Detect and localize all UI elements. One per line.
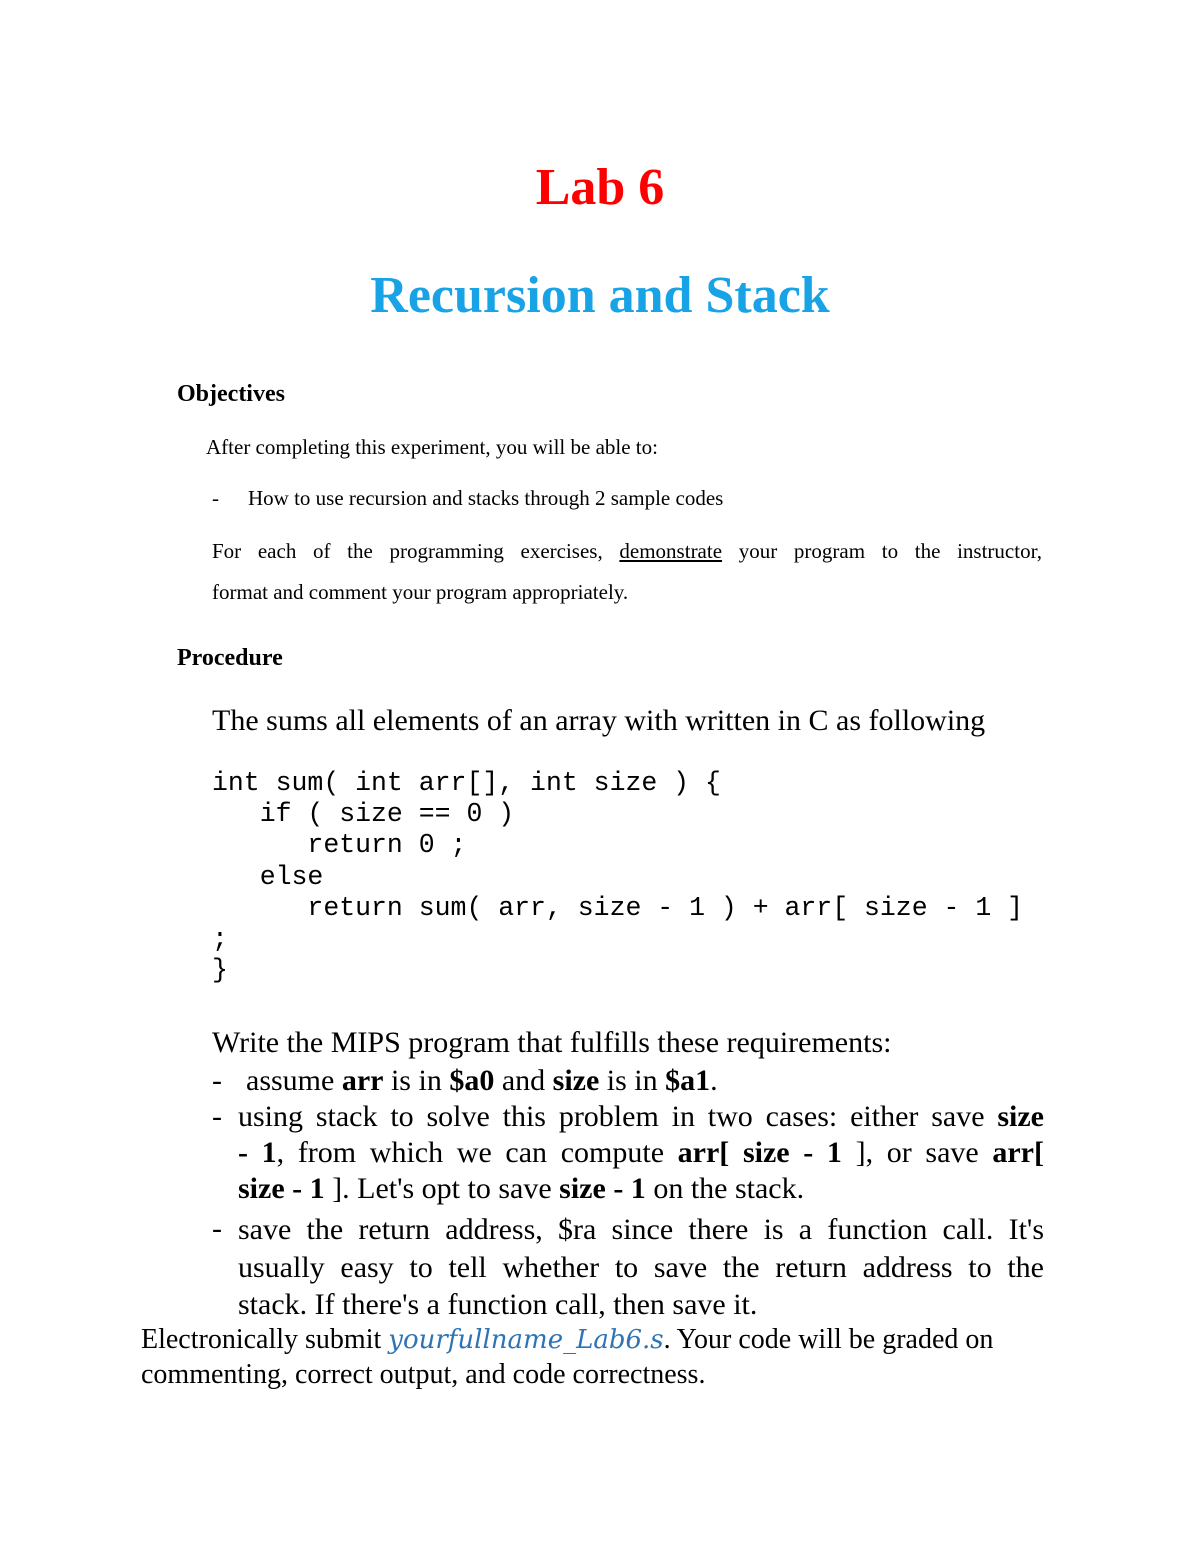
objectives-heading: Objectives xyxy=(177,381,285,407)
submission-line1 xyxy=(141,1322,993,1358)
lab-subtitle: Recursion and Stack xyxy=(370,267,830,324)
req2-text: ], or save xyxy=(841,1136,993,1169)
requirements-intro: Write the MIPS program that fulfills these requirements: xyxy=(212,1026,892,1059)
req1-bold-size: size xyxy=(552,1064,600,1097)
req1-bold-a0: $a0 xyxy=(449,1064,495,1097)
objectives-paragraph-line2: format and comment your program appropriately. xyxy=(212,580,629,604)
req2-text: , from which we can compute xyxy=(276,1136,678,1169)
paragraph-text-b: your program to the instructor, xyxy=(738,539,1042,563)
objectives-intro: After completing this experiment, you will be able to: xyxy=(206,435,658,459)
submission-filename: yourfullname_Lab6.s xyxy=(388,1325,664,1355)
objectives-bullet: How to use recursion and stacks through 2 sample codes xyxy=(248,486,724,510)
req2-bold-size-minus1-b: size - 1 xyxy=(559,1172,646,1205)
req2-text: using stack to solve this problem in two cases: either save xyxy=(238,1100,998,1133)
req3-item xyxy=(238,1211,1044,1324)
req1-item xyxy=(246,1063,1052,1099)
req2-bold-size-minus1: size - 1 xyxy=(238,1172,325,1205)
req3-line1: save the return address, $ra since there is a function call. It's xyxy=(238,1213,1044,1246)
submission-text: Electronically submit xyxy=(141,1324,382,1355)
objectives-paragraph-line1 xyxy=(212,537,1042,565)
c-code-block: int sum( int arr[], int size ) { if ( size == 0 ) return 0 ; else return sum( arr, size - 1 ) + arr[ size - 1 ] ; } xyxy=(212,768,1024,986)
req2-bold-size: size xyxy=(997,1100,1044,1133)
procedure-heading: Procedure xyxy=(177,645,283,671)
req2-dash: - xyxy=(212,1100,222,1133)
submission-line2: commenting, correct output, and code correctness. xyxy=(141,1359,706,1390)
submission-text: . Your code will be graded on xyxy=(663,1324,994,1355)
req2-line2 xyxy=(238,1135,1044,1171)
req2-bold-arr-size: arr[ size - 1 xyxy=(677,1136,842,1169)
req3-line2: usually easy to tell whether to save the return address to the xyxy=(238,1250,1044,1284)
req1-dash: - xyxy=(212,1064,222,1097)
req1-bold-arr: arr xyxy=(341,1064,384,1097)
req2-bold-minus1: - 1 xyxy=(238,1136,277,1169)
req1-text: and xyxy=(494,1064,553,1097)
req1-bold-a1: $a1 xyxy=(665,1064,711,1097)
lab-title: Lab 6 xyxy=(535,159,665,216)
req1-text: is in xyxy=(599,1064,666,1097)
req3-dash: - xyxy=(212,1212,222,1245)
procedure-intro: The sums all elements of an array with written in C as following xyxy=(212,704,986,737)
underlined-demonstrate: demonstrate xyxy=(619,539,723,563)
req2-text: on the stack. xyxy=(645,1172,805,1205)
req2-bold-arr: arr[ xyxy=(992,1136,1044,1169)
req1-text: . xyxy=(710,1064,718,1097)
objectives-bullet-dash: - xyxy=(212,486,219,510)
req2-line1 xyxy=(238,1099,1044,1135)
paragraph-text-a: For each of the programming exercises, xyxy=(212,539,603,563)
req1-text: assume xyxy=(246,1064,342,1097)
req3-line3: stack. If there's a function call, then save it. xyxy=(238,1288,758,1321)
req1-text: is in xyxy=(383,1064,450,1097)
req2-item xyxy=(238,1099,1044,1207)
req2-line3 xyxy=(238,1171,1044,1207)
req2-text: ]. Let's opt to save xyxy=(324,1172,560,1205)
